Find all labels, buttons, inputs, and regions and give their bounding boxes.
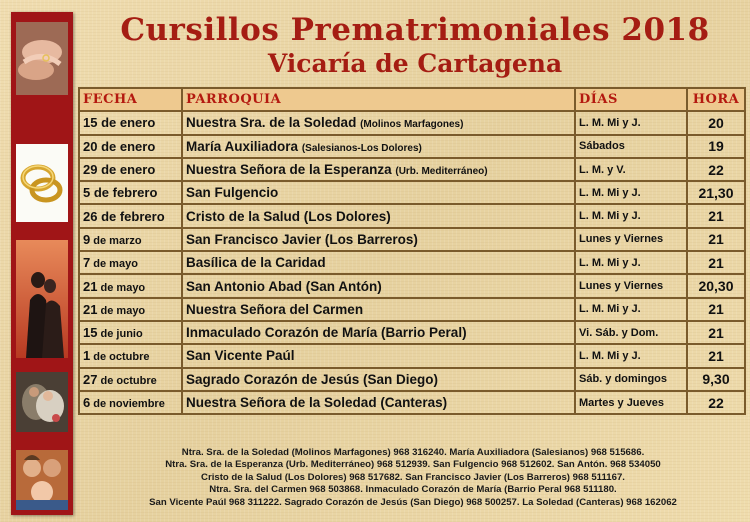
- date-day: 15: [83, 325, 98, 341]
- date-month: de marzo: [90, 234, 142, 247]
- schedule-table: [78, 87, 746, 415]
- date-month: de noviembre: [90, 398, 165, 410]
- date-cell: [79, 111, 182, 134]
- days-cell: L. M. y V.: [575, 158, 687, 181]
- days-cell: L. M. Mi y J.: [575, 111, 687, 134]
- days-cell: L. M. Mi y J.: [575, 298, 687, 321]
- date-day: 21: [83, 278, 98, 294]
- date-month: de octubre: [90, 351, 150, 364]
- parish-name: Cristo de la Salud (Los Dolores): [186, 208, 391, 224]
- footer-line: Ntra. Sra. de la Esperanza (Urb. Mediterráneo) 968 512939. San Fulgencio 968 512602. San Antón. 968 534050: [165, 459, 661, 471]
- date-cell: [79, 298, 182, 321]
- parish-name: Nuestra Señora del Carmen: [186, 301, 364, 317]
- date-cell: [79, 344, 182, 367]
- parish-cell: [182, 251, 575, 274]
- parish-name: Sagrado Corazón de Jesús (San Diego): [186, 371, 439, 387]
- days-cell: Martes y Jueves: [575, 391, 687, 414]
- days-cell: Lunes y Viernes: [575, 228, 687, 251]
- date-day: 7: [83, 255, 91, 271]
- days-cell: L. M. Mi y J.: [575, 181, 687, 204]
- parish-note: (Salesianos-Los Dolores): [301, 142, 422, 154]
- days-cell: Sábados: [575, 135, 687, 158]
- hour-cell: 21: [687, 204, 745, 227]
- parish-name: Basílica de la Caridad: [186, 255, 326, 271]
- date-cell: [79, 274, 182, 297]
- table-header-row: [79, 88, 745, 111]
- hour-cell: 21: [687, 298, 745, 321]
- wedding-rings-photo: [16, 144, 68, 222]
- parish-name: Nuestra Sra. de la Soledad: [186, 115, 357, 131]
- column-header-hora: HORA: [687, 88, 745, 111]
- table-row: [79, 321, 745, 344]
- column-header-dias: DÍAS: [575, 88, 687, 111]
- table-row: [79, 391, 745, 414]
- hour-cell: 22: [687, 158, 745, 181]
- family-photo: [16, 450, 68, 510]
- date-day: 9: [83, 231, 91, 247]
- bride-groom-photo: [16, 372, 68, 432]
- column-header-parroquia: PARROQUIA: [182, 88, 575, 111]
- date-day: 15 de enero: [83, 115, 156, 131]
- table-row: [79, 274, 745, 297]
- dancing-couple-photo: [16, 240, 68, 358]
- date-month: de mayo: [97, 304, 146, 317]
- date-cell: [79, 251, 182, 274]
- parish-note: (Urb. Mediterráneo): [395, 166, 488, 178]
- hour-cell: 22: [687, 391, 745, 414]
- parish-name: Nuestra Señora de la Esperanza: [186, 162, 392, 178]
- page-subtitle: Vicaría de Cartagena: [267, 49, 563, 78]
- parish-cell: [182, 274, 575, 297]
- date-day: 21: [83, 301, 98, 317]
- table-row: [79, 368, 745, 391]
- hour-cell: 20: [687, 111, 745, 134]
- parish-name: San Francisco Javier (Los Barreros): [186, 231, 418, 247]
- parish-name: Nuestra Señora de la Soledad (Canteras): [186, 395, 448, 410]
- contact-footer: [80, 447, 746, 509]
- date-cell: [79, 158, 182, 181]
- footer-line: Ntra. Sra. de la Soledad (Molinos Marfagones) 968 316240. María Auxiliadora (Salesianos) 968 515686.: [181, 447, 645, 458]
- days-cell: Lunes y Viernes: [575, 274, 687, 297]
- date-day: 26 de febrero: [83, 208, 165, 224]
- days-cell: L. M. Mi y J.: [575, 344, 687, 367]
- hour-cell: 19: [687, 135, 745, 158]
- footer-line: Ntra. Sra. del Carmen 968 503868. Inmaculado Corazón de María (Barrio Peral 968 511180.: [209, 484, 617, 496]
- parish-cell: [182, 181, 575, 204]
- date-cell: [79, 228, 182, 251]
- parish-name: San Fulgencio: [186, 185, 279, 201]
- parish-cell: [182, 228, 575, 251]
- date-cell: [79, 368, 182, 391]
- hands-ring-photo: [16, 22, 68, 95]
- parish-cell: [182, 298, 575, 321]
- table-row: [79, 204, 745, 227]
- parish-cell: [182, 391, 575, 414]
- hour-cell: 21: [687, 344, 745, 367]
- date-day: 6: [83, 395, 91, 410]
- date-day: 27: [83, 371, 98, 387]
- date-day: 1: [83, 348, 91, 364]
- days-cell: Vi. Sáb. y Dom.: [575, 321, 687, 344]
- hour-cell: 21: [687, 251, 745, 274]
- table-row: [79, 158, 745, 181]
- parish-cell: [182, 368, 575, 391]
- date-month: de junio: [97, 328, 143, 341]
- column-header-fecha: FECHA: [79, 88, 182, 111]
- date-month: de octubre: [97, 374, 157, 387]
- page-title: Cursillos Prematrimoniales 2018: [120, 12, 710, 48]
- parish-cell: [182, 344, 575, 367]
- parish-name: María Auxiliadora: [186, 138, 299, 154]
- date-cell: [79, 391, 182, 414]
- table-row: [79, 344, 745, 367]
- table-row: [79, 111, 745, 134]
- hour-cell: 21,30: [687, 181, 745, 204]
- footer-line: San Vicente Paúl 968 311222. Sagrado Corazón de Jesús (San Diego) 968 500257. La Soledad (Canteras) 968 162062: [149, 496, 677, 508]
- days-cell: L. M. Mi y J.: [575, 251, 687, 274]
- table-row: [79, 135, 745, 158]
- hour-cell: 9,30: [687, 368, 745, 391]
- date-cell: [79, 204, 182, 227]
- parish-name: San Vicente Paúl: [186, 348, 295, 364]
- table-row: [79, 181, 745, 204]
- days-cell: Sáb. y domingos: [575, 368, 687, 391]
- parish-name: San Antonio Abad (San Antón): [186, 278, 382, 294]
- table-row: [79, 298, 745, 321]
- parish-name: Inmaculado Corazón de María (Barrio Peral): [186, 325, 467, 341]
- date-month: de mayo: [90, 258, 138, 271]
- parish-cell: [182, 204, 575, 227]
- parish-note: (Molinos Marfagones): [360, 119, 464, 131]
- date-day: 29 de enero: [83, 162, 156, 178]
- parish-cell: [182, 321, 575, 344]
- date-month: de mayo: [97, 281, 146, 294]
- hour-cell: 21: [687, 228, 745, 251]
- date-day: 20 de enero: [83, 138, 156, 154]
- parish-cell: [182, 111, 575, 134]
- parish-cell: [182, 135, 575, 158]
- table-row: [79, 228, 745, 251]
- date-cell: [79, 321, 182, 344]
- date-cell: [79, 135, 182, 158]
- hour-cell: 20,30: [687, 274, 745, 297]
- date-cell: [79, 181, 182, 204]
- table-row: [79, 251, 745, 274]
- days-cell: L. M. Mi y J.: [575, 204, 687, 227]
- hour-cell: 21: [687, 321, 745, 344]
- footer-line: Cristo de la Salud (Los Dolores) 968 517682. San Francisco Javier (Los Barreros) 968 511167.: [201, 471, 625, 483]
- parish-cell: [182, 158, 575, 181]
- date-day: 5 de febrero: [83, 185, 158, 201]
- photo-sidebar: [11, 12, 73, 515]
